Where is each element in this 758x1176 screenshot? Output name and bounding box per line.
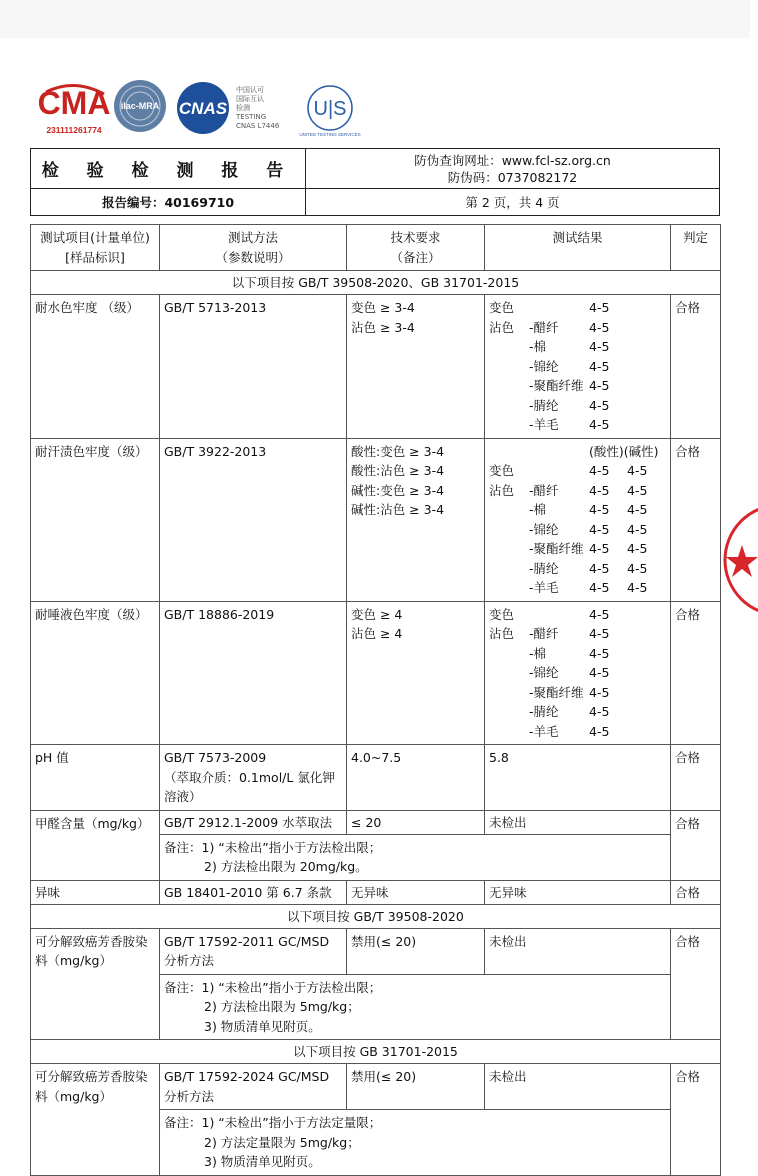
result-cell: 未检出 [485, 810, 671, 834]
requirement-cell: 无异味 [347, 880, 485, 904]
item-cell: 可分解致癌芳香胺染料（mg/kg） [31, 1064, 160, 1176]
section-heading: 以下项目按 GB/T 39508-2020 [31, 904, 721, 928]
table-row [31, 601, 721, 745]
inspection-seal [718, 505, 758, 615]
method-cell: GB/T 17592-2011 GC/MSD 分析方法 [160, 928, 347, 974]
item-cell: 耐汗渍色牢度（级） [31, 438, 160, 601]
item-cell: 异味 [31, 880, 160, 904]
method-cell: GB/T 7573-2009 （萃取介质：0.1mol/L 氯化钾溶液） [160, 745, 347, 811]
section-heading: 以下项目按 GB/T 39508-2020、GB 31701-2015 [31, 271, 721, 295]
item-cell: 甲醛含量（mg/kg） [31, 810, 160, 880]
col-header-requirement: 技术要求 [390, 230, 441, 245]
requirement-cell: 变色 ≥ 3-4 沾色 ≥ 3-4 [347, 295, 485, 439]
svg-text:U|S: U|S [313, 98, 347, 120]
method-cell: GB/T 2912.1-2009 水萃取法 [160, 810, 347, 834]
requirement-cell: 变色 ≥ 4 沾色 ≥ 4 [347, 601, 485, 745]
result-cell: (酸性) (碱性) 变色 4-5 4-5 沾色 -醋纤 4-5 4-5 -棉 4-5 4-5 -锦纶 4-5 4-5 -聚酯纤维 4-5 4-5 -腈纶 4-5 4-5 -羊毛 4-5 4-5 [485, 438, 671, 601]
method-cell: GB/T 5713-2013 [160, 295, 347, 439]
item-cell: 可分解致癌芳香胺染料（mg/kg） [31, 928, 160, 1040]
judgement-cell: 合格 [671, 1064, 721, 1176]
requirement-cell: 禁用(≤ 20) [347, 1064, 485, 1110]
result-cell: 变色 4-5 沾色 -醋纤 4-5 -棉 4-5 -锦纶 4-5 -聚酯纤维 4-5 -腈纶 4-5 -羊毛 4-5 [485, 601, 671, 745]
requirement-cell: ≤ 20 [347, 810, 485, 834]
verify-code: 防伪码：0737082172 [447, 169, 578, 185]
col-header-method: 测试方法 [227, 230, 278, 245]
page-info: 第 2 页，共 4 页 [465, 195, 560, 210]
table-header-row [31, 225, 721, 271]
report-header [30, 148, 720, 216]
cnas-caption: 中国认可 国际互认 检测 TESTING CNAS L7446 [236, 86, 280, 130]
report-number: 40169710 [164, 194, 235, 210]
svg-text:CMA: CMA [37, 85, 111, 121]
requirement-cell: 禁用(≤ 20) [347, 928, 485, 974]
col-header-item-sub: [样品标识] [65, 249, 125, 265]
report-title: 检 验 检 测 报 告 [41, 161, 295, 181]
result-cell: 5.8 [485, 745, 671, 811]
col-header-item: 测试项目(计量单位) [40, 230, 150, 245]
table-row [31, 880, 721, 904]
note-cell: 备注：1) “未检出”指小于方法检出限； 2) 方法检出限为 20mg/kg。 [160, 834, 671, 880]
accreditation-logos [38, 78, 368, 138]
table-row [31, 438, 721, 601]
requirement-cell: 4.0~7.5 [347, 745, 485, 811]
note-cell: 备注：1) “未检出”指小于方法检出限； 2) 方法检出限为 5mg/kg； 3) 物质清单见附页。 [160, 974, 671, 1040]
method-cell: GB/T 3922-2013 [160, 438, 347, 601]
judgement-cell: 合格 [671, 438, 721, 601]
judgement-cell: 合格 [671, 880, 721, 904]
table-row [31, 1064, 721, 1110]
cma-logo [38, 80, 110, 138]
result-cell: 未检出 [485, 928, 671, 974]
table-row [31, 295, 721, 439]
verify-site: 防伪查询网址：www.fcl-sz.org.cn [414, 152, 611, 168]
section-heading: 以下项目按 GB 31701-2015 [31, 1040, 721, 1064]
svg-text:UNITED TESTING SERVICES: UNITED TESTING SERVICES [299, 132, 361, 137]
table-row [31, 810, 721, 834]
method-cell: GB/T 17592-2024 GC/MSD 分析方法 [160, 1064, 347, 1110]
table-row [31, 928, 721, 974]
uts-logo [299, 82, 361, 138]
judgement-cell: 合格 [671, 928, 721, 1040]
col-header-judgement: 判定 [682, 230, 708, 245]
note-cell: 备注：1) “未检出”指小于方法定量限； 2) 方法定量限为 5mg/kg； 3) 物质清单见附页。 [160, 1110, 671, 1176]
col-header-method-sub: （参数说明） [215, 249, 291, 265]
method-cell: GB/T 18886-2019 [160, 601, 347, 745]
result-cell: 未检出 [485, 1064, 671, 1110]
cnas-logo [170, 80, 236, 136]
result-cell: 变色 4-5 沾色 -醋纤 4-5 -棉 4-5 -锦纶 4-5 -聚酯纤维 4-5 -腈纶 4-5 -羊毛 4-5 [485, 295, 671, 439]
col-header-result: 测试结果 [552, 230, 603, 245]
svg-text:CNAS: CNAS [178, 99, 228, 118]
item-cell: 耐唾液色牢度（级） [31, 601, 160, 745]
requirement-cell: 酸性:变色 ≥ 3-4 酸性:沾色 ≥ 3-4 碱性:变色 ≥ 3-4 碱性:沾色 ≥ 3-4 [347, 438, 485, 601]
table-row [31, 745, 721, 811]
item-cell: 耐水色牢度 （级） [31, 295, 160, 439]
item-cell: pH 值 [31, 745, 160, 811]
result-cell: 无异味 [485, 880, 671, 904]
judgement-cell: 合格 [671, 810, 721, 880]
method-cell: GB 18401-2010 第 6.7 条款 [160, 880, 347, 904]
judgement-cell: 合格 [671, 601, 721, 745]
svg-text:ilac-MRA: ilac-MRA [120, 101, 160, 111]
judgement-cell: 合格 [671, 745, 721, 811]
ilac-mra-logo [112, 78, 168, 136]
svg-text:231111261774: 231111261774 [46, 125, 102, 135]
report-number-label: 报告编号： [101, 195, 165, 210]
col-header-requirement-sub: （备注） [390, 249, 441, 265]
results-table [30, 224, 721, 1176]
judgement-cell: 合格 [671, 295, 721, 439]
top-band [0, 0, 750, 38]
